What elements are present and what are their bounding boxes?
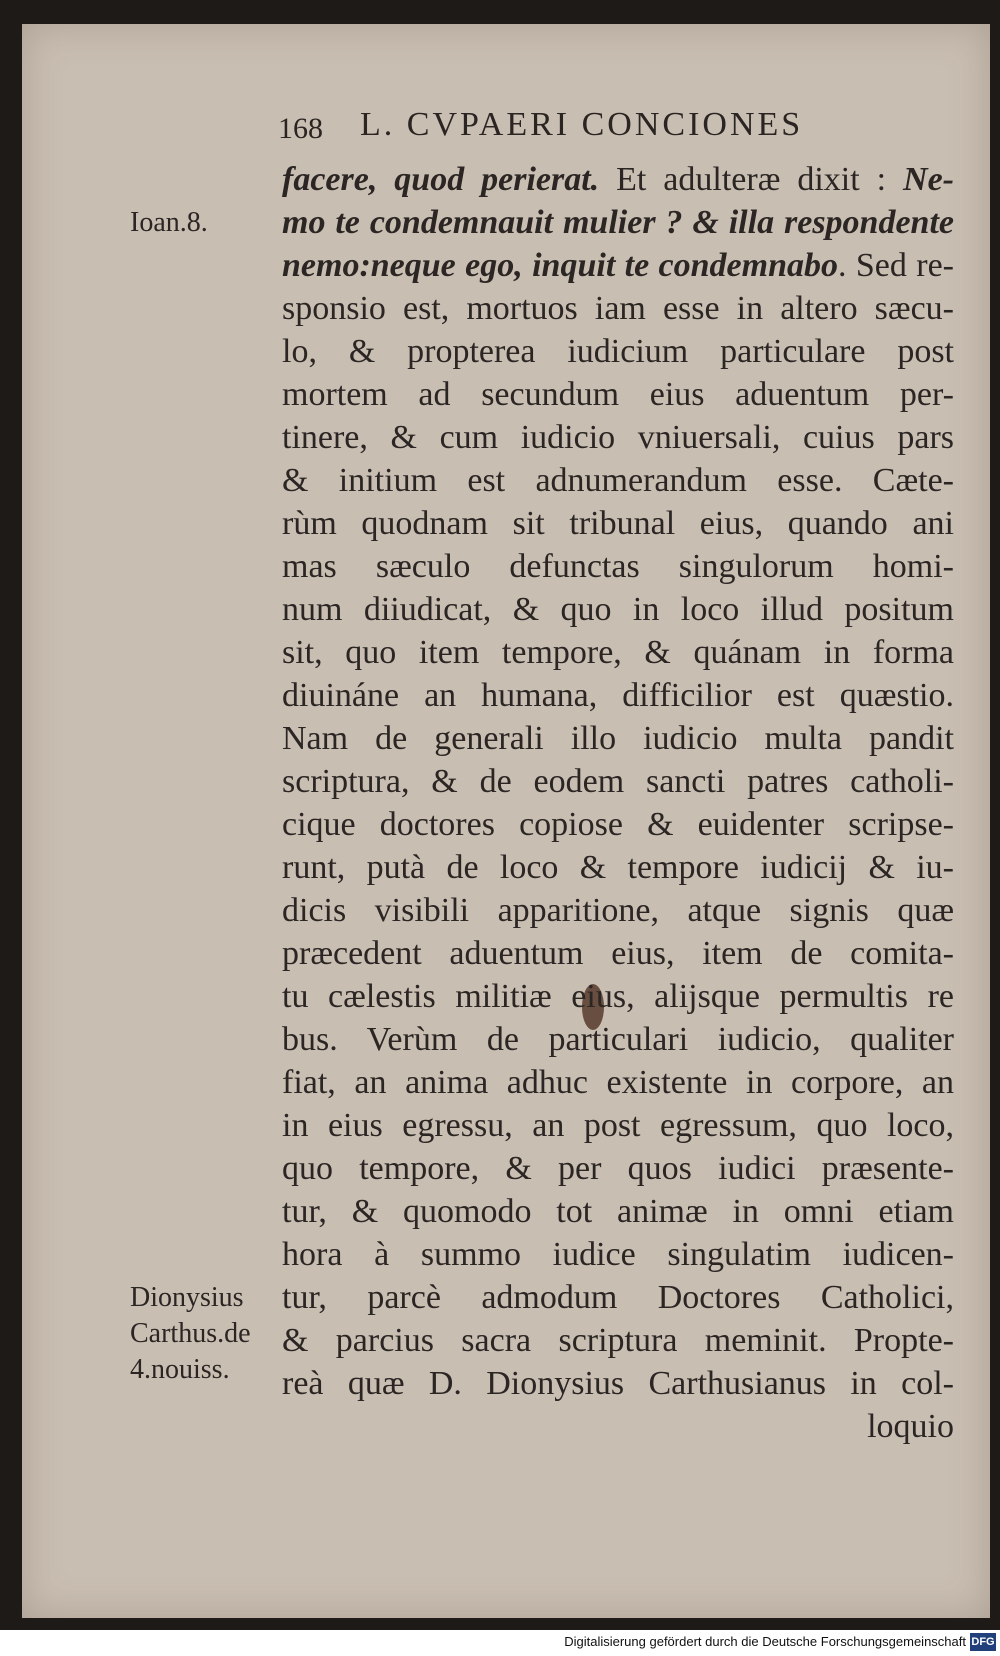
text-line: præcedent aduentum eius, item de comita- — [282, 935, 954, 972]
text-line — [282, 244, 954, 287]
text-line: num diiudicat, & quo in loco illud positum — [282, 591, 954, 628]
italic-quote: Ne- — [903, 161, 954, 198]
text-line: hora à summo iudice singulatim iudicen- — [282, 1236, 954, 1273]
text-line: sponsio est, mortuos iam esse in altero sæcu- — [282, 290, 954, 327]
margin-note-line: Carthus.de — [130, 1318, 251, 1349]
dfg-logo: DFG — [970, 1633, 996, 1651]
text-line: mo te condemnauit mulier ? & illa respondente — [282, 204, 954, 241]
text-line: & initium est adnumerandum esse. Cæte- — [282, 462, 954, 499]
text-line: tinere, & cum iudicio vniuersali, cuius pars — [282, 419, 954, 456]
margin-note-line: Dionysius — [130, 1282, 244, 1313]
text-line: bus. Verùm de particulari iudicio, qualiter — [282, 1021, 954, 1058]
margin-note-line: 4.nouiss. — [130, 1354, 230, 1385]
running-head: L. CVPAERI CONCIONES — [360, 106, 804, 143]
footer-bar — [0, 1630, 1000, 1656]
text-line: & parcius sacra scriptura meminit. Propte- — [282, 1322, 954, 1359]
body-text — [282, 158, 954, 1448]
italic-quote: facere, quod perierat. — [282, 161, 600, 198]
text-line: reà quæ D. Dionysius Carthusianus in col- — [282, 1365, 954, 1402]
text-line: Nam de generali illo iudicio multa pandit — [282, 720, 954, 757]
text-span: Et adulteræ dixit : — [599, 161, 904, 198]
text-line: sit, quo item tempore, & quánam in forma — [282, 634, 954, 671]
text-line: lo, & propterea iudicium particulare post — [282, 333, 954, 370]
text-line: cique doctores copiose & euidenter scripse- — [282, 806, 954, 843]
text-line: tur, & quomodo tot animæ in omni etiam — [282, 1193, 954, 1230]
text-line: mas sæculo defunctas singulorum homi- — [282, 548, 954, 585]
page-number: 168 — [278, 112, 323, 145]
italic-quote: nemo:neque ego, inquit te condemnabo — [282, 247, 838, 284]
text-line: tur, parcè admodum Doctores Catholici, — [282, 1279, 954, 1316]
text-line: fiat, an anima adhuc existente in corpore, an — [282, 1064, 954, 1101]
text-line: mortem ad secundum eius aduentum per- — [282, 376, 954, 413]
catchword: loquio — [867, 1408, 954, 1445]
text-line: in eius egressu, an post egressum, quo loco, — [282, 1107, 954, 1144]
text-line: quo tempore, & per quos iudici præsente- — [282, 1150, 954, 1187]
text-line: rùm quodnam sit tribunal eius, quando ani — [282, 505, 954, 542]
text-line: scriptura, & de eodem sancti patres catholi- — [282, 763, 954, 800]
text-line: tu cælestis militiæ eius, alijsque permultis re — [282, 978, 954, 1015]
text-span: . Sed re- — [838, 247, 954, 284]
margin-note-ioan: Ioan.8. — [130, 207, 208, 238]
text-line: runt, putà de loco & tempore iudicij & iu- — [282, 849, 954, 886]
text-line: dicis visibili apparitione, atque signis quæ — [282, 892, 954, 929]
text-line — [282, 158, 954, 201]
text-line: diuináne an humana, difficilior est quæstio. — [282, 677, 954, 714]
funding-notice: Digitalisierung gefördert durch die Deutsche Forschungsgemeinschaft — [564, 1634, 966, 1649]
margin-note-dionysius — [130, 1280, 251, 1388]
